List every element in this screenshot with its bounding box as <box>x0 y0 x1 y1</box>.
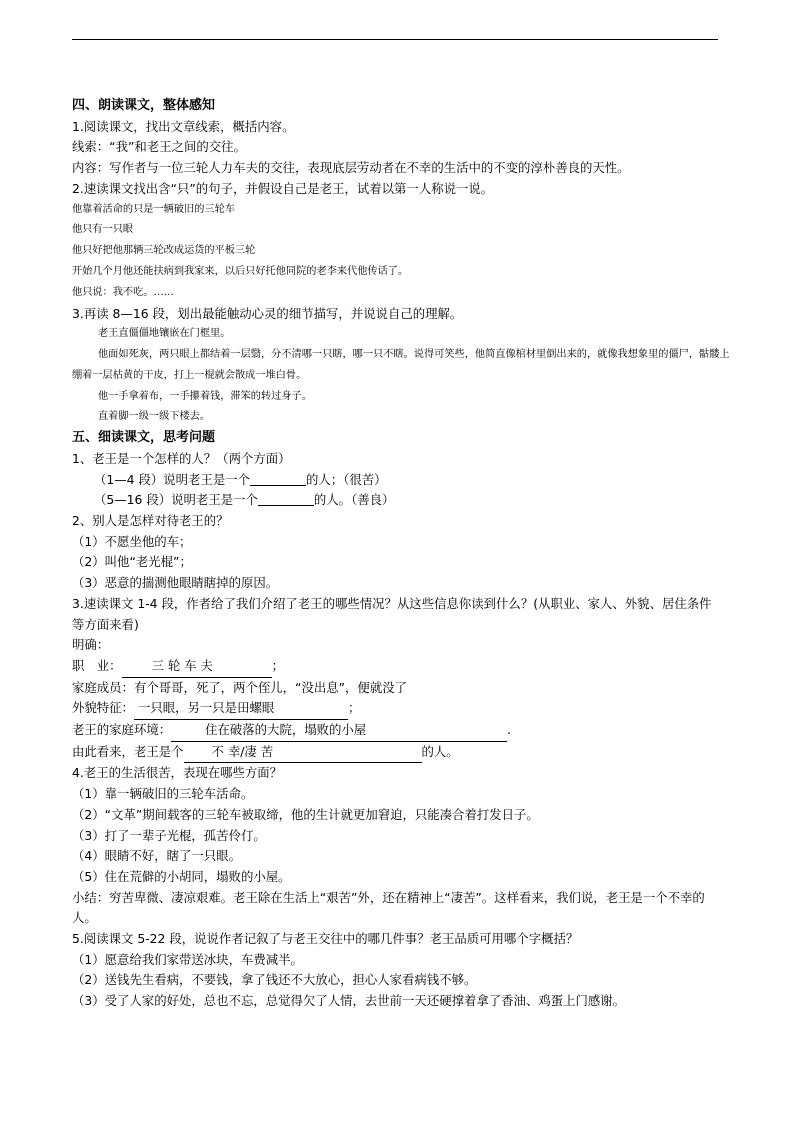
s5-q1-fill-a: （1—4 段）说明老王是一个 的人；（很苦） <box>94 471 387 487</box>
s5-q2-item: （3）恶意的揣测他眼睛瞎掉的原因。 <box>72 575 279 591</box>
s4-question-1: 1.阅读课文，找出文章线索，概括内容。 <box>72 118 295 134</box>
s4-clue: 线索：“我”和老王之间的交往。 <box>72 139 246 155</box>
s4-q3-quote-long: 他面如死灰，两只眼上都结着一层翳，分不清哪一只瞎，哪一只不瞎。说得可笑些，他简直像棺材里倒出来的，就像我想象里的僵尸，骷髅上绷着一层枯黄的干皮，打上一棍就会散成一堆白骨。 <box>72 349 730 381</box>
s4-q3-quote: 直着脚一级一级下楼去。 <box>98 411 211 423</box>
s5-q2-item: （1）不愿坐他的车； <box>72 533 192 549</box>
s5-summary: 小结：穷苦卑微、凄凉艰难。老王除在生活上“艰苦”外，还在精神上“凄苦”。这样看来，我们说，老王是一个不幸的人。 <box>72 889 705 926</box>
s5-conclusion-row: 由此看来，老王是个 不 幸/凄 苦 的人。 <box>72 742 734 764</box>
s5-question-5: 5.阅读课文 5-22 段，说说作者记叙了与老王交往中的哪几件事？老王品质可用哪个字概括？ <box>72 931 579 947</box>
home-answer: 住在破落的大院，塌败的小屋 <box>171 720 507 742</box>
s5-question-2: 2、别人是怎样对待老王的？ <box>72 513 229 528</box>
s4-q2-quote: 他只好把他那辆三轮改成运货的平板三轮 <box>72 245 256 257</box>
s5-question-3: 3.速读课文 1-4 段，作者给了我们介绍了老王的哪些情况？从这些信息你读到什么？(从职业、家人、外貌、居住条件等方面来看) <box>72 595 712 632</box>
s5-q5-item: （1）愿意给我们家带送冰块，车费减半。 <box>72 951 303 967</box>
s5-q4-item: （1）靠一辆破旧的三轮车活命。 <box>72 786 254 802</box>
section5-heading: 五、细读课文，思考问题 <box>72 430 216 446</box>
s5-q2-item: （2）叫他“老光棍”； <box>72 554 192 570</box>
s4-q2-quote: 他靠着活命的只是一辆破旧的三轮车 <box>72 203 235 215</box>
s5-q5-item: （3）受了人家的好处，总也不忘，总觉得欠了人情，去世前一天还硬撑着拿了香油、鸡蛋上门感谢。 <box>72 993 626 1009</box>
fill-blank[interactable] <box>258 491 314 506</box>
s4-content: 内容：写作者与一位三轮人力车夫的交往，表现底层劳动者在不幸的生活中的不变的淳朴善良的天性。 <box>72 160 630 176</box>
s5-q4-item: （2）“文革”期间载客的三轮车被取缔，他的生计就更加窘迫，只能凑合着打发日子。 <box>72 806 539 822</box>
s4-q2-quote: 他只说：我不吃。…… <box>72 286 174 298</box>
s5-family-row: 家庭成员：有个哥哥，死了，两个侄儿，“没出息”，便就没了 <box>72 679 407 695</box>
document-body <box>72 96 734 1012</box>
s5-home-row: 老王的家庭环境： 住在破落的大院，塌败的小屋 . <box>72 720 734 742</box>
fill-blank[interactable] <box>250 471 306 486</box>
s5-q3-ming: 明确： <box>72 637 110 653</box>
s4-q3-quote: 他一手拿着布，一手攥着钱，滞笨的转过身子。 <box>98 390 312 402</box>
s5-job-row: 职 业： 三 轮 车 夫 ； <box>72 656 734 678</box>
s4-q3-quote: 老王直僵僵地镶嵌在门框里。 <box>98 328 231 340</box>
s5-q5-item: （2）送钱先生看病，不要钱，拿了钱还不大放心，担心人家看病钱不够。 <box>72 972 477 988</box>
s5-question-4: 4.老王的生活很苦，表现在哪些方面？ <box>72 765 283 781</box>
s5-q4-item: （5）住在荒僻的小胡同，塌败的小屋。 <box>72 868 291 884</box>
looks-answer: 一只眼，另一只是田螺眼 <box>134 698 348 720</box>
s4-q2-quote: 开始几个月他还能扶病到我家来，以后只好托他同院的老李来代他传话了。 <box>72 265 409 277</box>
job-answer: 三 轮 车 夫 <box>122 656 272 678</box>
s5-q4-item: （3）打了一辈子光棍，孤苦伶仃。 <box>72 827 266 843</box>
s4-question-3: 3.再读 8—16 段，划出最能触动心灵的细节描写，并说说自己的理解。 <box>72 305 463 321</box>
s5-q1-fill-b: （5—16 段）说明老王是一个 的人。（善良） <box>94 492 395 508</box>
header-rule <box>72 39 718 40</box>
conclusion-answer: 不 幸/凄 苦 <box>184 742 422 764</box>
s5-looks-row: 外貌特征： 一只眼，另一只是田螺眼 ； <box>72 698 734 720</box>
section4-heading: 四、朗读课文，整体感知 <box>72 98 216 113</box>
s5-q4-item: （4）眼睛不好，瞎了一只眼。 <box>72 848 241 864</box>
s5-question-1: 1、老王是一个怎样的人？（两个方面） <box>72 450 291 466</box>
s4-question-2: 2.速读课文找出含“只”的句子，并假设自己是老王，试着以第一人称说一说。 <box>72 180 494 196</box>
s4-q2-quote: 他只有一只眼 <box>72 224 134 236</box>
